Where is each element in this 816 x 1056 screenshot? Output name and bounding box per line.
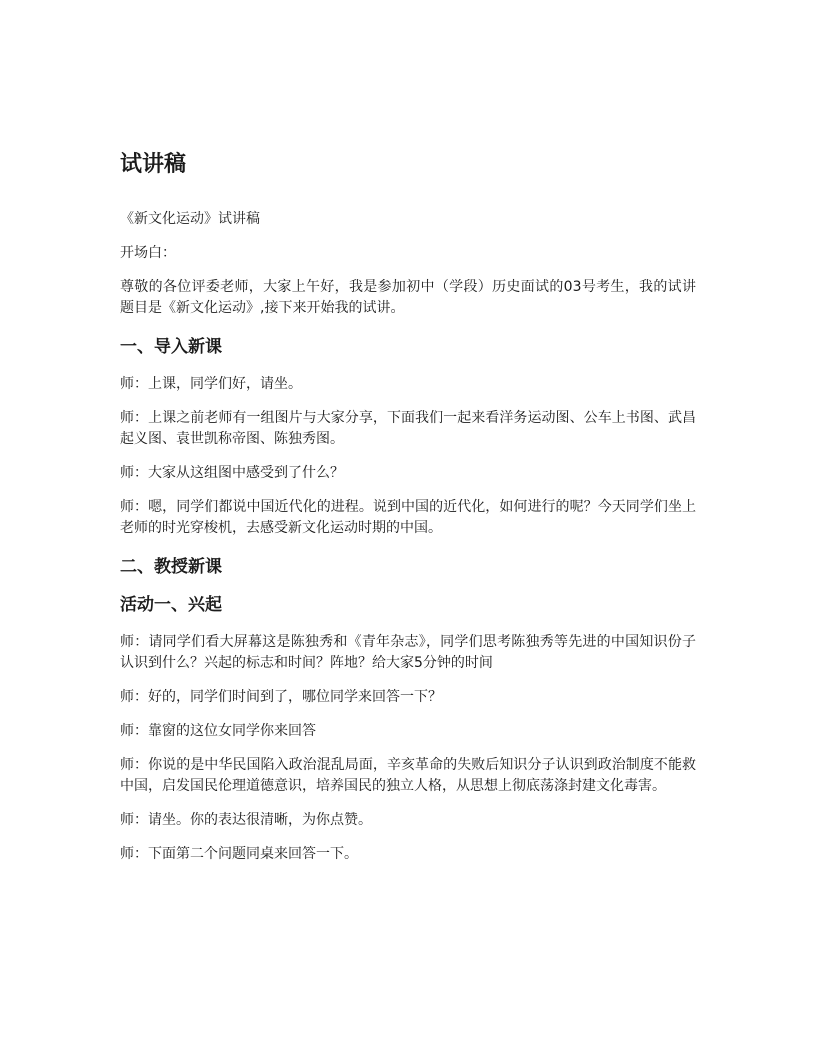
- paragraph: 师：上课之前老师有一组图片与大家分享，下面我们一起来看洋务运动图、公车上书图、武昌起义图、袁世凯称帝图、陈独秀图。: [120, 409, 696, 447]
- paragraph: 师：请同学们看大屏幕这是陈独秀和《青年杂志》，同学们思考陈独秀等先进的中国知识份子认识到什么？兴起的标志和时间？阵地？给大家5分钟的时间: [120, 634, 696, 672]
- paragraph: 师：请坐。你的表达很清晰，为你点赞。: [120, 812, 372, 829]
- document-page: [120, 150, 696, 878]
- paragraph: 师：你说的是中华民国陷入政治混乱局面，辛亥革命的失败后知识分子认识到政治制度不能救中国，启发国民伦理道德意识，培养国民的独立人格，从思想上彻底荡涤封建文化毒害。: [120, 757, 696, 795]
- paragraph: 师：大家从这组图中感受到了什么？: [120, 464, 344, 481]
- opening-paragraph: 尊敬的各位评委老师，大家上午好，我是参加初中（学段）历史面试的03号考生，我的试讲题目是《新文化运动》,接下来开始我的试讲。: [120, 278, 696, 316]
- paragraph: 师：嗯，同学们都说中国近代化的进程。说到中国的近代化，如何进行的呢？今天同学们坐上老师的时光穿梭机，去感受新文化运动时期的中国。: [120, 498, 696, 536]
- section-heading-teaching: 二、教授新课: [120, 556, 222, 577]
- paragraph: 师：靠窗的这位女同学你来回答: [120, 723, 316, 740]
- opening-label: 开场白：: [120, 244, 176, 261]
- document-title: 试讲稿: [120, 152, 187, 177]
- lesson-subtitle: 《新文化运动》试讲稿: [120, 210, 260, 227]
- activity-heading: 活动一、兴起: [120, 595, 222, 616]
- paragraph: 师：上课，同学们好，请坐。: [120, 375, 302, 392]
- section-heading-introduction: 一、导入新课: [120, 336, 222, 357]
- paragraph: 师：好的，同学们时间到了，哪位同学来回答一下？: [120, 689, 442, 706]
- paragraph: 师：下面第二个问题同桌来回答一下。: [120, 846, 358, 863]
